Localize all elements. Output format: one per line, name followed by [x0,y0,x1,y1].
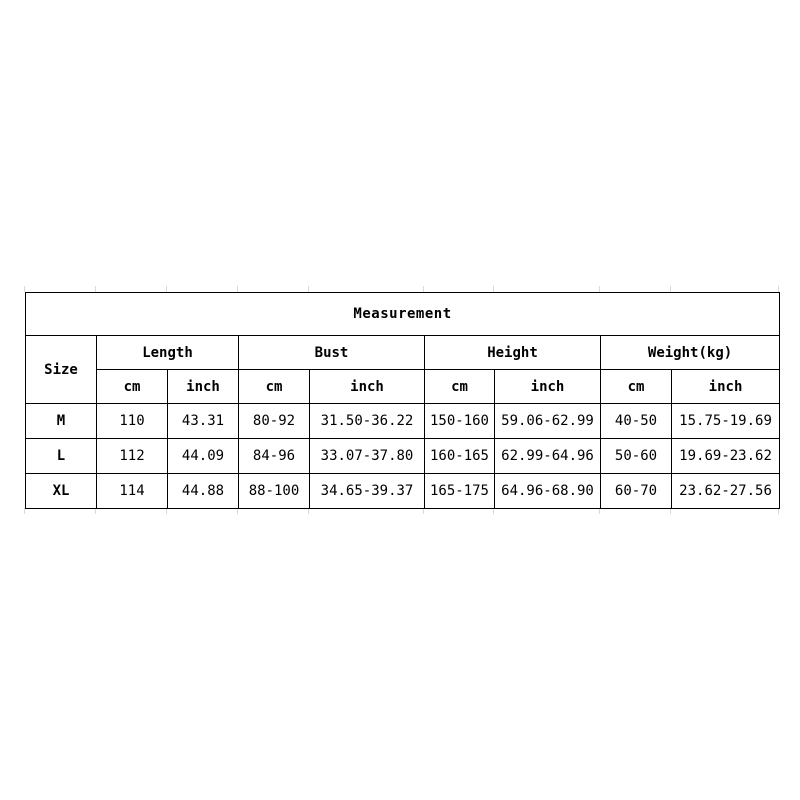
table-cell: 59.06-62.99 [495,404,601,439]
table-row-size-xl [26,474,780,509]
size-label: M [26,404,97,439]
unit-header: cm [239,370,310,404]
table-cell: 114 [97,474,168,509]
size-label: L [26,439,97,474]
table-cell: 33.07-37.80 [310,439,425,474]
table-row-size-l [26,439,780,474]
table-cell: 88-100 [239,474,310,509]
table-cell: 64.96-68.90 [495,474,601,509]
table-cell: 165-175 [425,474,495,509]
table-cell: 44.88 [168,474,239,509]
table-title: Measurement [26,293,780,336]
unit-header: cm [425,370,495,404]
table-cell: 112 [97,439,168,474]
table-cell: 62.99-64.96 [495,439,601,474]
table-cell: 43.31 [168,404,239,439]
table-cell: 15.75-19.69 [672,404,780,439]
table-cell: 44.09 [168,439,239,474]
size-column-header: Size [26,336,97,404]
unit-header: cm [601,370,672,404]
table-cell: 80-92 [239,404,310,439]
unit-header: inch [310,370,425,404]
table-cell: 84-96 [239,439,310,474]
table-cell: 34.65-39.37 [310,474,425,509]
unit-header: cm [97,370,168,404]
table-cell: 40-50 [601,404,672,439]
unit-header: inch [672,370,780,404]
table-cell: 31.50-36.22 [310,404,425,439]
unit-header: inch [168,370,239,404]
table-cell: 160-165 [425,439,495,474]
table-cell: 150-160 [425,404,495,439]
title-row [26,293,780,336]
group-header-weight: Weight(kg) [601,336,780,370]
table-cell: 19.69-23.62 [672,439,780,474]
unit-header: inch [495,370,601,404]
table-cell: 23.62-27.56 [672,474,780,509]
table-cell: 60-70 [601,474,672,509]
group-header-length: Length [97,336,239,370]
group-header-height: Height [425,336,601,370]
unit-header-row [26,370,780,404]
size-label: XL [26,474,97,509]
table-cell: 110 [97,404,168,439]
table-row-size-m [26,404,780,439]
table-cell: 50-60 [601,439,672,474]
size-chart-table [25,292,780,509]
group-header-bust: Bust [239,336,425,370]
group-header-row [26,336,780,370]
